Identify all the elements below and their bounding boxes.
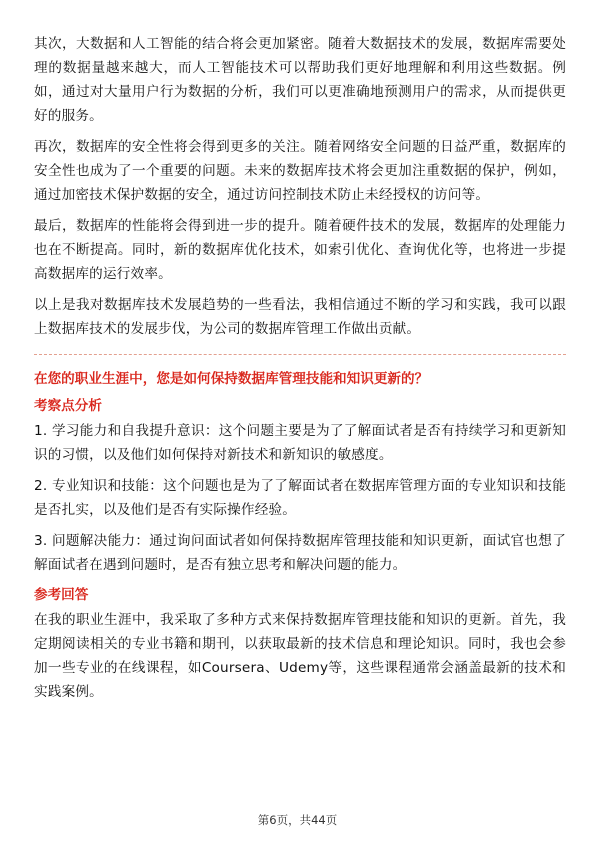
section-divider bbox=[34, 354, 566, 355]
page-number: 第6页，共44页 bbox=[257, 813, 338, 827]
analysis-point: 2. 专业知识和技能：这个问题也是为了了解面试者在数据库管理方面的专业知识和技能是否扎实，以及他们是否有实际操作经验。 bbox=[34, 478, 566, 518]
analysis-point: 3. 问题解决能力：通过询问面试者如何保持数据库管理技能和知识更新，面试官也想了解面试者在遇到问题时，是否有独立思考和解决问题的能力。 bbox=[34, 533, 566, 573]
analysis-heading: 考察点分析 bbox=[34, 398, 102, 414]
body-paragraph: 以上是我对数据库技术发展趋势的一些看法，我相信通过不断的学习和实践，我可以跟上数据库技术的发展步伐，为公司的数据库管理工作做出贡献。 bbox=[34, 297, 566, 337]
body-paragraph: 再次，数据库的安全性将会得到更多的关注。随着网络安全问题的日益严重，数据库的安全性也成为了一个重要的问题。未来的数据库技术将会更加注重数据的保护，例如，通过加密技术保护数据的安全，通过访问控制技术防止未经授权的访问等。 bbox=[34, 139, 566, 203]
body-paragraph: 其次，大数据和人工智能的结合将会更加紧密。随着大数据技术的发展，数据库需要处理的数据量越来越大，而人工智能技术可以帮助我们更好地理解和利用这些数据。例如，通过对大量用户行为数据的分析，我们可以更准确地预测用户的需求，从而提供更好的服务。 bbox=[34, 36, 566, 124]
page-content bbox=[34, 32, 566, 711]
analysis-point: 1. 学习能力和自我提升意识：这个问题主要是为了了解面试者是否有持续学习和更新知识的习惯，以及他们如何保持对新技术和新知识的敏感度。 bbox=[34, 423, 566, 463]
answer-heading: 参考回答 bbox=[34, 587, 89, 603]
interview-question: 在您的职业生涯中，您是如何保持数据库管理技能和知识更新的？ bbox=[34, 371, 429, 387]
answer-paragraph: 在我的职业生涯中，我采取了多种方式来保持数据库管理技能和知识的更新。首先，我定期阅读相关的专业书籍和期刊，以获取最新的技术信息和理论知识。同时，我也会参加一些专业的在线课程，如Coursera、Udemy等，这些课程通常会涵盖最新的技术和实践案例。 bbox=[34, 612, 566, 700]
body-paragraph: 最后，数据库的性能将会得到进一步的提升。随着硬件技术的发展，数据库的处理能力也在不断提高。同时，新的数据库优化技术，如索引优化、查询优化等，也将进一步提高数据库的运行效率。 bbox=[34, 218, 566, 282]
